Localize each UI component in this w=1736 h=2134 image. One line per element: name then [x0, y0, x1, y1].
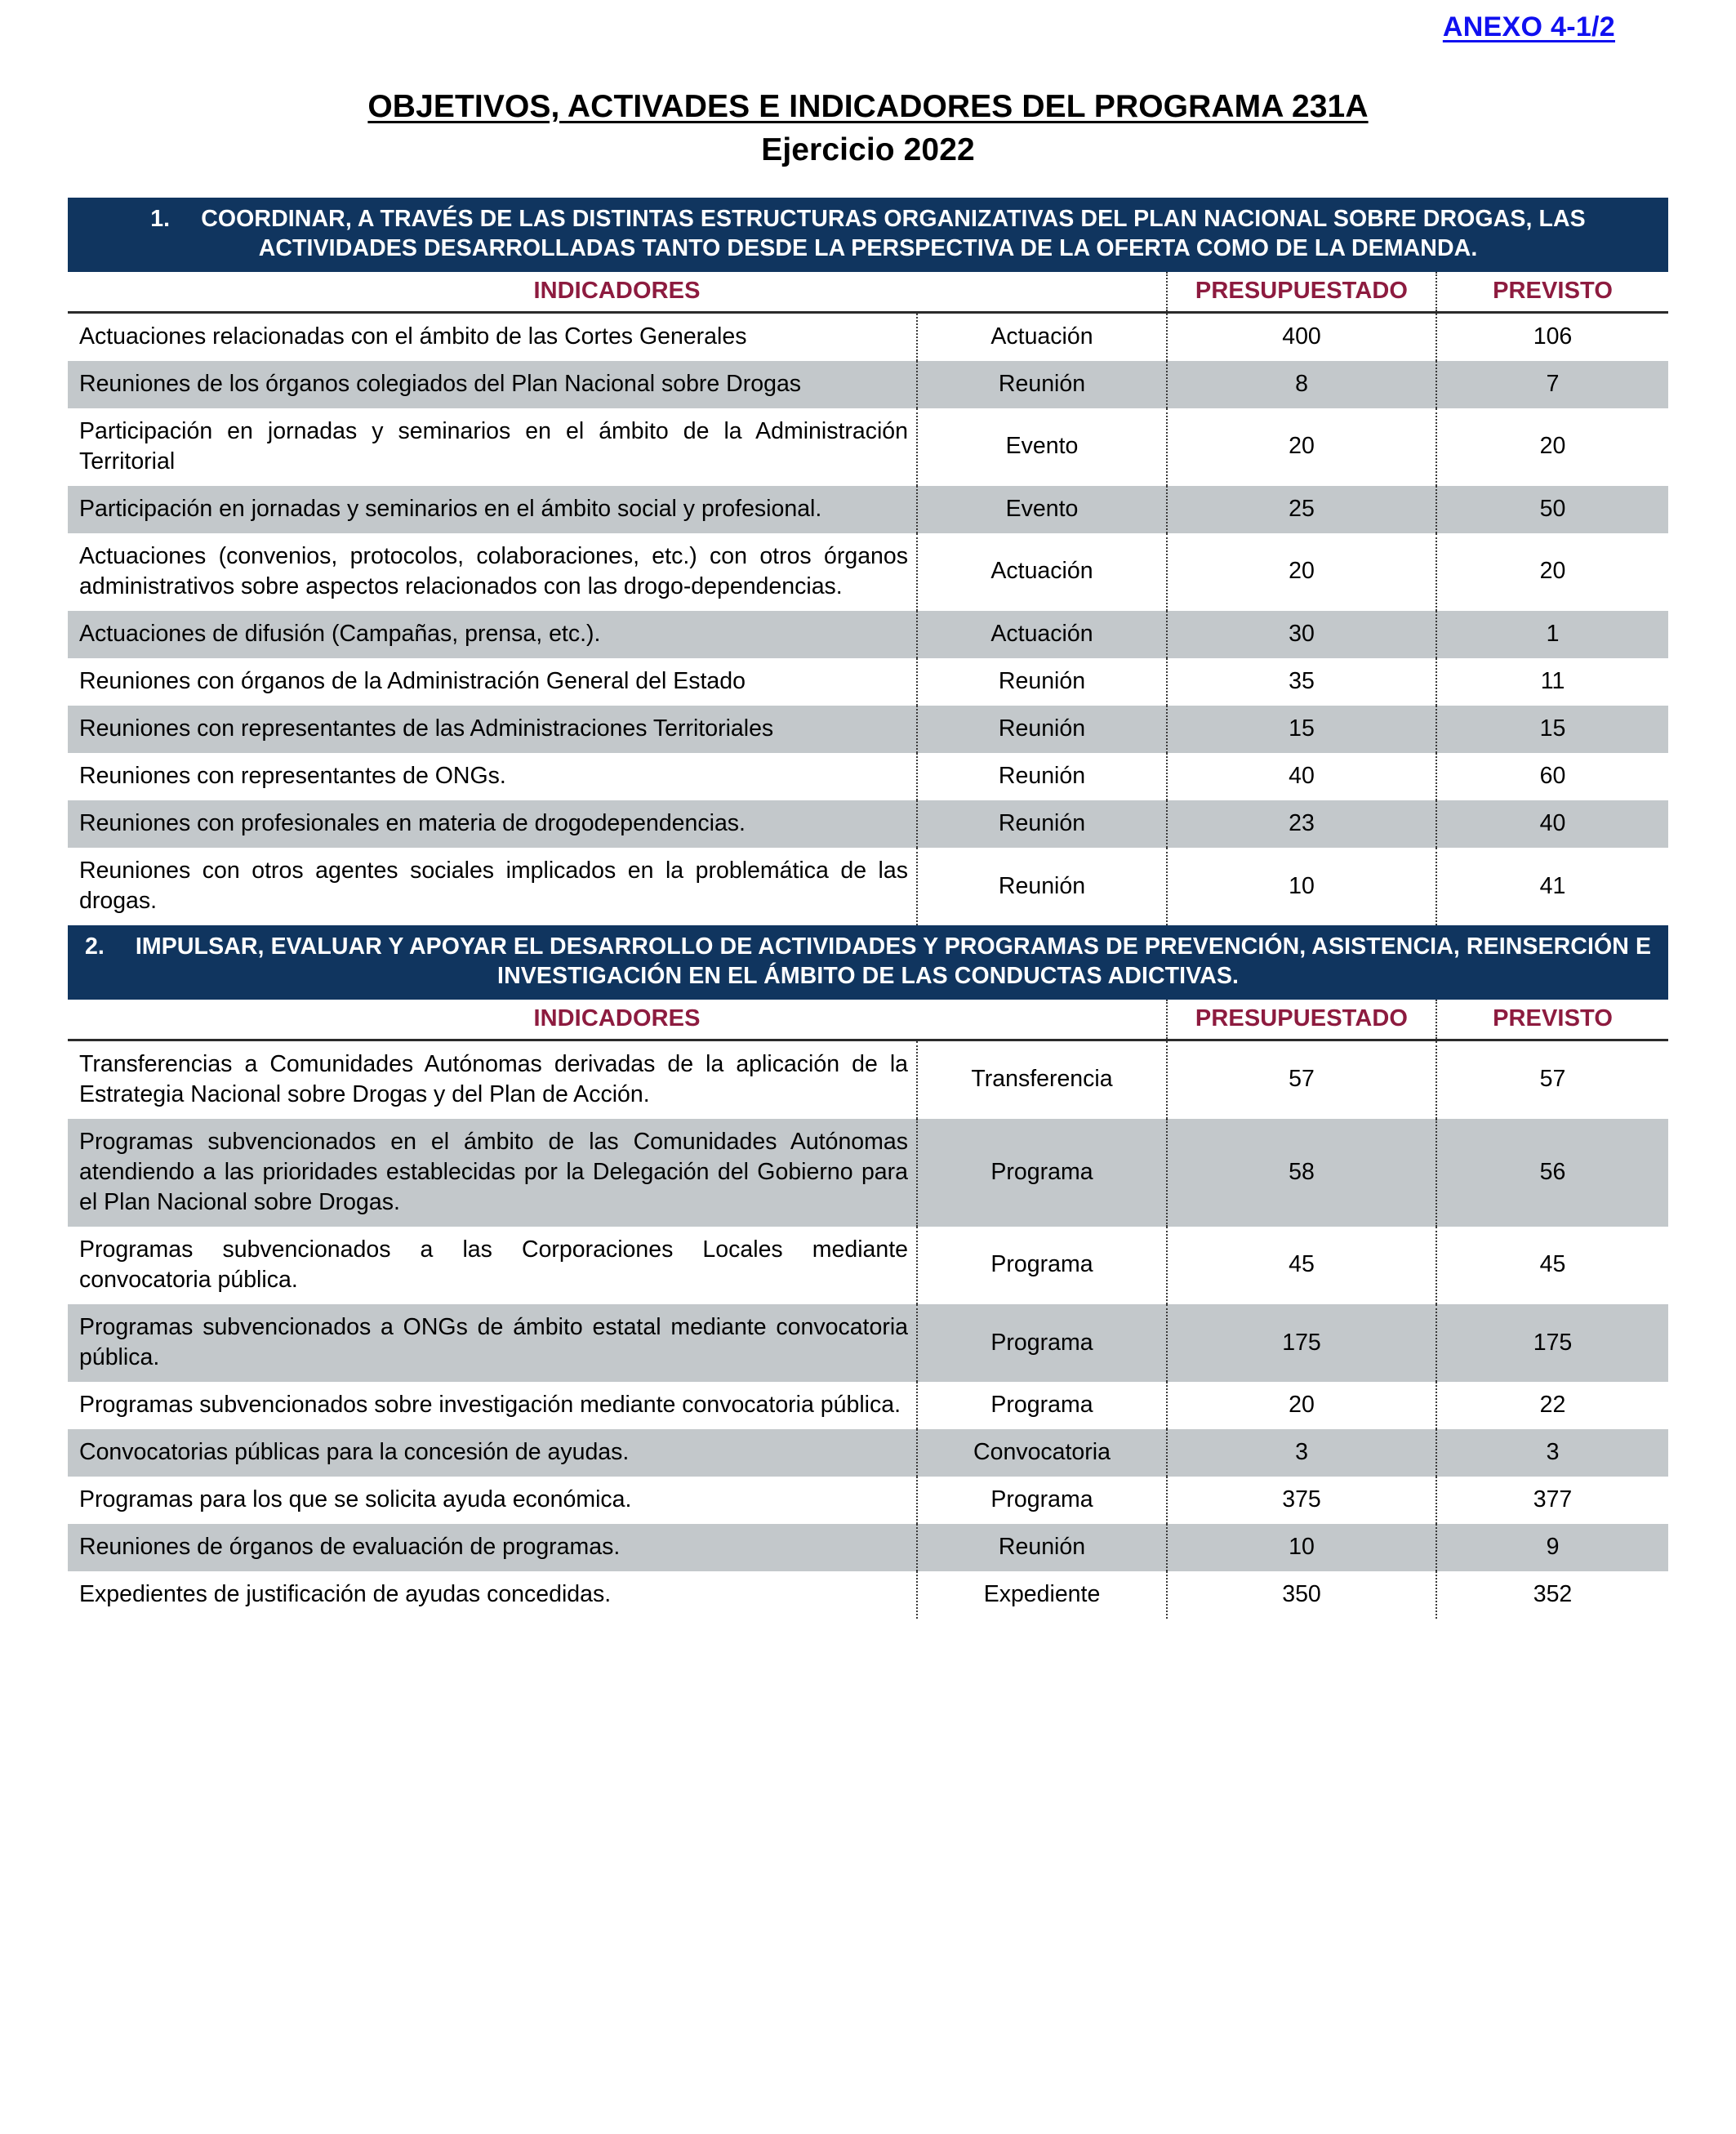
column-header-row — [68, 272, 1668, 313]
cell-indicador: Reuniones con profesionales en materia de drogodependencias. — [68, 800, 917, 848]
table-row — [68, 611, 1668, 658]
cell-unidad: Evento — [917, 486, 1167, 533]
table-row — [68, 1227, 1668, 1304]
cell-unidad: Reunión — [917, 658, 1167, 706]
column-header-presupuestado: PRESUPUESTADO — [1167, 1000, 1436, 1040]
cell-indicador: Reuniones con órganos de la Administración General del Estado — [68, 658, 917, 706]
cell-unidad: Evento — [917, 408, 1167, 486]
table-row — [68, 486, 1668, 533]
objective-banner — [68, 925, 1668, 1000]
cell-unidad: Reunión — [917, 848, 1167, 925]
column-header-presupuestado: PRESUPUESTADO — [1167, 272, 1436, 313]
cell-indicador: Programas subvencionados a ONGs de ámbito estatal mediante convocatoria pública. — [68, 1304, 917, 1382]
cell-indicador: Reuniones de órganos de evaluación de programas. — [68, 1524, 917, 1571]
column-header-previsto: PREVISTO — [1436, 272, 1668, 313]
table-row — [68, 408, 1668, 486]
column-header-indicadores: INDICADORES — [68, 272, 1167, 313]
cell-previsto: 20 — [1436, 533, 1668, 611]
cell-indicador: Programas para los que se solicita ayuda económica. — [68, 1477, 917, 1524]
cell-presupuestado: 20 — [1167, 1382, 1436, 1429]
cell-indicador: Reuniones con representantes de las Administraciones Territoriales — [68, 706, 917, 753]
objective-number: 2. — [84, 933, 105, 960]
page-subtitle: Ejercicio 2022 — [761, 132, 975, 167]
cell-presupuestado: 57 — [1167, 1040, 1436, 1119]
cell-unidad: Expediente — [917, 1571, 1167, 1619]
table-row — [68, 533, 1668, 611]
table-row — [68, 1571, 1668, 1619]
page-title-wrap — [0, 89, 1736, 125]
objective-heading-text: IMPULSAR, EVALUAR Y APOYAR EL DESARROLLO DE ACTIVIDADES Y PROGRAMAS DE PREVENCIÓN, ASISTENCIA, REINSERCIÓN E INVESTIGACIÓN EN EL ÁMBITO DE LAS CONDUCTAS ADICTIVAS. — [135, 933, 1652, 989]
cell-previsto: 40 — [1436, 800, 1668, 848]
cell-previsto: 41 — [1436, 848, 1668, 925]
cell-previsto: 57 — [1436, 1040, 1668, 1119]
cell-indicador: Participación en jornadas y seminarios en el ámbito de la Administración Territorial — [68, 408, 917, 486]
cell-indicador: Reuniones con otros agentes sociales implicados en la problemática de las drogas. — [68, 848, 917, 925]
cell-presupuestado: 20 — [1167, 408, 1436, 486]
annex-label-bar — [0, 0, 1736, 43]
cell-unidad: Convocatoria — [917, 1429, 1167, 1477]
cell-unidad: Reunión — [917, 361, 1167, 408]
cell-previsto: 1 — [1436, 611, 1668, 658]
cell-previsto: 175 — [1436, 1304, 1668, 1382]
objective-heading-text: COORDINAR, A TRAVÉS DE LAS DISTINTAS ESTRUCTURAS ORGANIZATIVAS DEL PLAN NACIONAL SOBRE DROGAS, LAS ACTIVIDADES DESARROLLADAS TANTO DESDE LA PERSPECTIVA DE LA OFERTA COMO DE LA DEMANDA. — [201, 206, 1586, 261]
indicators-table-wrap — [68, 198, 1668, 1619]
cell-presupuestado: 3 — [1167, 1429, 1436, 1477]
cell-indicador: Programas subvencionados en el ámbito de las Comunidades Autónomas atendiendo a las prioridades establecidas por la Delegación del Gobierno para el Plan Nacional sobre Drogas. — [68, 1119, 917, 1227]
table-row — [68, 312, 1668, 361]
table-row — [68, 1524, 1668, 1571]
table-row — [68, 1119, 1668, 1227]
table-row — [68, 1040, 1668, 1119]
cell-unidad: Programa — [917, 1477, 1167, 1524]
cell-unidad: Reunión — [917, 753, 1167, 800]
cell-unidad: Actuación — [917, 312, 1167, 361]
cell-indicador: Programas subvencionados a las Corporaciones Locales mediante convocatoria pública. — [68, 1227, 917, 1304]
cell-presupuestado: 23 — [1167, 800, 1436, 848]
cell-unidad: Transferencia — [917, 1040, 1167, 1119]
indicators-table — [68, 198, 1668, 1619]
cell-presupuestado: 15 — [1167, 706, 1436, 753]
objective-banner-row — [68, 198, 1668, 272]
table-row — [68, 1429, 1668, 1477]
table-row — [68, 706, 1668, 753]
cell-unidad: Reunión — [917, 1524, 1167, 1571]
objective-banner — [68, 198, 1668, 272]
cell-indicador: Reuniones de los órganos colegiados del Plan Nacional sobre Drogas — [68, 361, 917, 408]
cell-previsto: 3 — [1436, 1429, 1668, 1477]
cell-unidad: Programa — [917, 1119, 1167, 1227]
cell-presupuestado: 8 — [1167, 361, 1436, 408]
column-header-previsto: PREVISTO — [1436, 1000, 1668, 1040]
cell-presupuestado: 375 — [1167, 1477, 1436, 1524]
cell-previsto: 106 — [1436, 312, 1668, 361]
cell-indicador: Actuaciones de difusión (Campañas, prensa, etc.). — [68, 611, 917, 658]
cell-previsto: 60 — [1436, 753, 1668, 800]
table-row — [68, 753, 1668, 800]
cell-presupuestado: 30 — [1167, 611, 1436, 658]
cell-unidad: Actuación — [917, 611, 1167, 658]
cell-presupuestado: 400 — [1167, 312, 1436, 361]
cell-unidad: Programa — [917, 1227, 1167, 1304]
column-header-indicadores: INDICADORES — [68, 1000, 1167, 1040]
cell-previsto: 50 — [1436, 486, 1668, 533]
table-row — [68, 361, 1668, 408]
cell-indicador: Actuaciones relacionadas con el ámbito de las Cortes Generales — [68, 312, 917, 361]
cell-previsto: 56 — [1436, 1119, 1668, 1227]
cell-presupuestado: 35 — [1167, 658, 1436, 706]
annex-label[interactable]: ANEXO 4-1/2 — [1442, 11, 1615, 42]
cell-presupuestado: 10 — [1167, 848, 1436, 925]
cell-unidad: Programa — [917, 1382, 1167, 1429]
cell-presupuestado: 10 — [1167, 1524, 1436, 1571]
table-row — [68, 1304, 1668, 1382]
cell-unidad: Reunión — [917, 800, 1167, 848]
objective-number: 1. — [150, 206, 171, 232]
cell-indicador: Expedientes de justificación de ayudas concedidas. — [68, 1571, 917, 1619]
cell-previsto: 352 — [1436, 1571, 1668, 1619]
cell-previsto: 20 — [1436, 408, 1668, 486]
cell-unidad: Actuación — [917, 533, 1167, 611]
cell-presupuestado: 58 — [1167, 1119, 1436, 1227]
table-row — [68, 658, 1668, 706]
cell-indicador: Participación en jornadas y seminarios en el ámbito social y profesional. — [68, 486, 917, 533]
cell-previsto: 45 — [1436, 1227, 1668, 1304]
cell-previsto: 9 — [1436, 1524, 1668, 1571]
cell-indicador: Convocatorias públicas para la concesión de ayudas. — [68, 1429, 917, 1477]
table-row — [68, 848, 1668, 925]
cell-presupuestado: 45 — [1167, 1227, 1436, 1304]
cell-presupuestado: 20 — [1167, 533, 1436, 611]
table-row — [68, 1477, 1668, 1524]
cell-previsto: 22 — [1436, 1382, 1668, 1429]
cell-indicador: Actuaciones (convenios, protocolos, colaboraciones, etc.) con otros órganos administrativos sobre aspectos relacionados con las drogo-dependencias. — [68, 533, 917, 611]
page-title: OBJETIVOS, ACTIVADES E INDICADORES DEL PROGRAMA 231A — [367, 89, 1369, 124]
cell-previsto: 11 — [1436, 658, 1668, 706]
cell-unidad: Programa — [917, 1304, 1167, 1382]
cell-indicador: Programas subvencionados sobre investigación mediante convocatoria pública. — [68, 1382, 917, 1429]
cell-presupuestado: 40 — [1167, 753, 1436, 800]
cell-previsto: 377 — [1436, 1477, 1668, 1524]
cell-previsto: 15 — [1436, 706, 1668, 753]
cell-presupuestado: 25 — [1167, 486, 1436, 533]
cell-unidad: Reunión — [917, 706, 1167, 753]
cell-indicador: Reuniones con representantes de ONGs. — [68, 753, 917, 800]
cell-presupuestado: 350 — [1167, 1571, 1436, 1619]
column-header-row — [68, 1000, 1668, 1040]
cell-previsto: 7 — [1436, 361, 1668, 408]
cell-presupuestado: 175 — [1167, 1304, 1436, 1382]
table-row — [68, 800, 1668, 848]
table-row — [68, 1382, 1668, 1429]
cell-indicador: Transferencias a Comunidades Autónomas derivadas de la aplicación de la Estrategia Nacional sobre Drogas y del Plan de Acción. — [68, 1040, 917, 1119]
objective-banner-row — [68, 925, 1668, 1000]
